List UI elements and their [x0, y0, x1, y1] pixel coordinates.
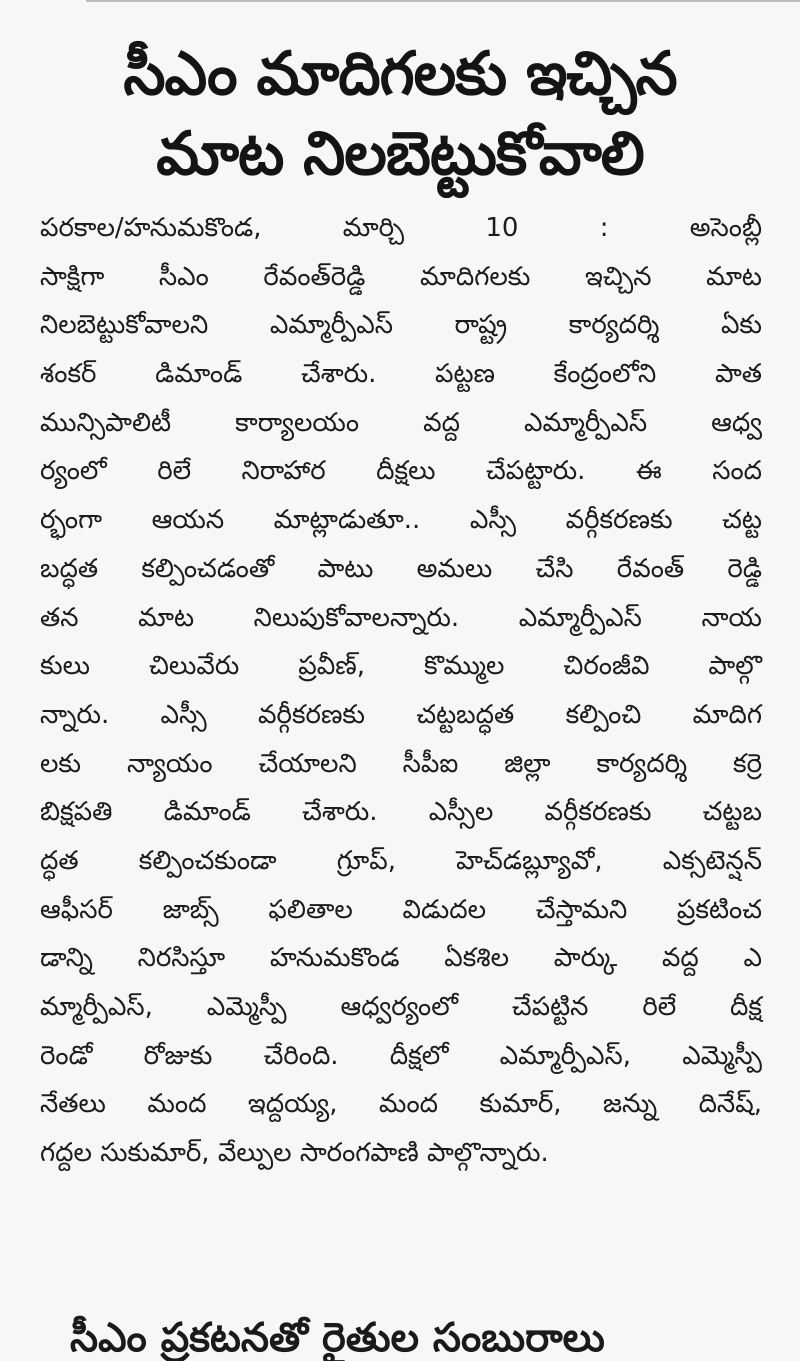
body-line: లకు న్యాయం చేయాలని సీపీఐ జిల్లా కార్యదర్శి కర్రె [40, 748, 762, 779]
body-line: ర్భంగా ఆయన మాట్లాడుతూ.. ఎస్సీ వర్గీకరణకు చట్ట [40, 505, 762, 536]
body-line: బద్ధత కల్పించడంతో పాటు అమలు చేసి రేవంత్ రెడ్డి [40, 553, 762, 584]
body-line: నేతలు మంద ఇద్దయ్య, మంద కుమార్, జన్ను దినేష్, [40, 1089, 762, 1120]
top-divider [86, 0, 800, 2]
body-line: కులు చిలువేరు ప్రవీణ్, కొమ్ముల చిరంజీవి పాల్గొ [40, 651, 762, 682]
body-line: పరకాల/హనుమకొండ, మార్చి 10 : అసెంబ్లీ [40, 213, 762, 243]
body-line: న్నారు. ఎస్సీ వర్గీకరణకు చట్టబద్ధత కల్పించి మాదిగ [40, 699, 762, 730]
headline-line-1: సీఎం మాదిగలకు ఇచ్చిన [123, 39, 677, 109]
body-line: డాన్ని నిరసిస్తూ హనుమకొండ ఏకశిల పార్కు వద్ద ఎ [40, 943, 762, 974]
body-line: ద్ధత కల్పించకుండా గ్రూప్, హెచ్‌డబ్ల్యూవో, ఎక్సటెన్షన్ [40, 845, 762, 876]
next-headline-text: సీఎం ప్రకటనతో రైతుల సంబురాలు [70, 1315, 605, 1361]
body-line: రెండో రోజుకు చేరింది. దీక్షలో ఎమ్మార్పీఎస్, ఎమ్మెస్పీ [40, 1040, 762, 1071]
next-article-headline-partial [70, 1315, 730, 1361]
body-line: ఆఫీసర్ జాబ్స్ ఫలితాల విడుదల చేస్తామని ప్రకటించ [40, 894, 762, 925]
article-body [40, 204, 762, 1178]
body-line: నిలబెట్టుకోవాలని ఎమ్మార్పీఎస్ రాష్ట్ర కార్యదర్శి ఏకు [40, 310, 762, 341]
body-line: గద్దల సుకుమార్, వేల్పుల సారంగపాణి పాల్గొన్నారు. [40, 1138, 549, 1169]
headline-line-2: మాట నిలబెట్టుకోవాలి [156, 119, 644, 189]
body-line: సాక్షిగా సీఎం రేవంత్‌రెడ్డి మాదిగలకు ఇచ్చిన మాట [40, 261, 762, 292]
body-line: శంకర్ డిమాండ్ చేశారు. పట్టణ కేంద్రంలోని పాత [40, 359, 762, 390]
body-line: బిక్షపతి డిమాండ్ చేశారు. ఎస్సీల వర్గీకరణకు చట్టబ [40, 797, 762, 828]
body-line: మ్మార్పీఎస్, ఎమ్మెస్పీ ఆధ్వర్యంలో చేపట్టిన రిలే దీక్ష [40, 992, 762, 1022]
body-line: తన మాట నిలుపుకోవాలన్నారు. ఎమ్మార్పీఎస్ నాయ [40, 602, 762, 633]
article-headline [0, 34, 800, 194]
body-line: మున్సిపాలిటీ కార్యాలయం వద్ద ఎమ్మార్పీఎస్ ఆధ్వ [40, 407, 762, 438]
body-line: ర్యంలో రిలే నిరాహార దీక్షలు చేపట్టారు. ఈ సంద [40, 456, 762, 487]
